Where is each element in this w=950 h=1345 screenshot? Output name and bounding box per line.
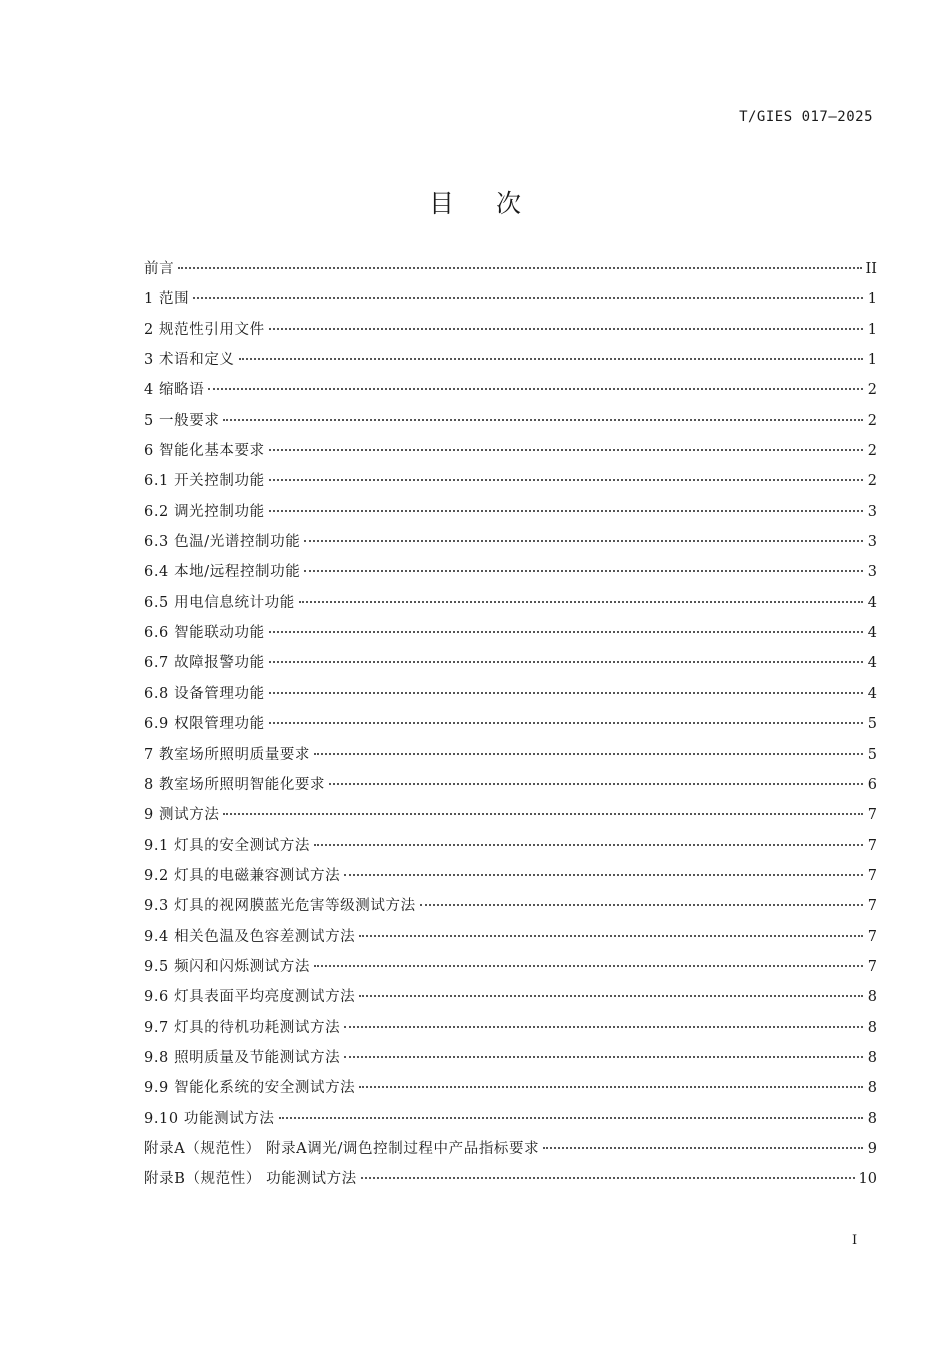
toc-entry-label: 4 缩略语 [144,382,205,399]
toc-entry-page: 2 [867,382,877,399]
toc-leader-dots [359,935,863,937]
toc-entry-page: 7 [867,928,877,945]
toc-leader-dots [178,267,861,269]
toc-leader-dots [314,965,863,967]
toc-entry[interactable] [144,1013,877,1043]
toc-entry[interactable] [144,982,877,1012]
toc-entry-label: 8 教室场所照明智能化要求 [144,776,326,793]
toc-entry[interactable] [144,466,877,496]
toc-entry-page: 1 [867,321,877,338]
toc-entry-label: 9.7 灯具的待机功耗测试方法 [144,1019,341,1036]
toc-entry-page: II [865,261,877,277]
toc-leader-dots [269,479,863,481]
toc-entry-label: 6.1 开关控制功能 [144,473,265,490]
toc-entry-page: 2 [867,412,877,429]
toc-leader-dots [420,904,863,906]
toc-entry[interactable] [144,952,877,982]
toc-leader-dots [269,722,863,724]
toc-entry-label: 9.8 照明质量及节能测试方法 [144,1049,341,1066]
toc-leader-dots [269,661,863,663]
toc-entry-page: 4 [867,594,877,611]
toc-entry-label: 6.2 调光控制功能 [144,503,265,520]
toc-entry-page: 6 [867,776,877,793]
toc-leader-dots [193,297,863,299]
toc-entry-label: 9.9 智能化系统的安全测试方法 [144,1080,356,1097]
toc-entry[interactable] [144,527,877,557]
toc-entry[interactable] [144,375,877,405]
table-of-contents [144,254,877,1195]
toc-entry-label: 6.3 色温/光谱控制功能 [144,534,301,551]
toc-entry-page: 8 [867,1019,877,1036]
toc-leader-dots [269,510,863,512]
toc-entry-page: 7 [867,867,877,884]
document-code: T/GIES 017—2025 [739,109,873,125]
toc-entry[interactable] [144,618,877,648]
toc-entry-page: 2 [867,443,877,460]
toc-leader-dots [359,1086,863,1088]
toc-leader-dots [239,358,863,360]
toc-entry[interactable] [144,709,877,739]
toc-leader-dots [543,1147,863,1149]
toc-entry-label: 6.5 用电信息统计功能 [144,594,295,611]
toc-entry-page: 1 [867,352,877,369]
toc-leader-dots [359,995,863,997]
toc-entry[interactable] [144,1073,877,1103]
toc-entry-label: 9.6 灯具表面平均亮度测试方法 [144,989,356,1006]
toc-leader-dots [269,449,863,451]
page-title: 目次 [428,189,563,218]
toc-entry-label: 9.3 灯具的视网膜蓝光危害等级测试方法 [144,898,416,915]
toc-leader-dots [269,631,863,633]
toc-leader-dots [361,1177,855,1179]
toc-entry[interactable] [144,315,877,345]
toc-entry[interactable] [144,1134,877,1164]
toc-entry[interactable] [144,800,877,830]
toc-entry[interactable] [144,588,877,618]
toc-entry-page: 3 [867,534,877,551]
toc-entry-page: 4 [867,625,877,642]
toc-entry-label: 9.10 功能测试方法 [144,1110,275,1127]
toc-entry-label: 6.8 设备管理功能 [144,685,265,702]
toc-entry[interactable] [144,1164,877,1194]
toc-entry[interactable] [144,648,877,678]
toc-leader-dots [304,540,863,542]
toc-entry-label: 3 术语和定义 [144,352,235,369]
toc-leader-dots [329,783,863,785]
toc-leader-dots [344,874,863,876]
toc-entry-page: 7 [867,837,877,854]
toc-leader-dots [344,1056,863,1058]
toc-entry-label: 6.6 智能联动功能 [144,625,265,642]
toc-entry-label: 9.4 相关色温及色容差测试方法 [144,928,356,945]
toc-entry[interactable] [144,679,877,709]
toc-entry-page: 3 [867,564,877,581]
toc-entry-page: 8 [867,1110,877,1127]
toc-entry-label: 6.7 故障报警功能 [144,655,265,672]
toc-entry-label: 6.9 权限管理功能 [144,716,265,733]
toc-entry-label: 附录A（规范性） 附录A调光/调色控制过程中产品指标要求 [144,1140,540,1157]
toc-entry-page: 4 [867,685,877,702]
toc-entry[interactable] [144,254,877,284]
toc-entry-page: 10 [858,1171,877,1188]
toc-entry[interactable] [144,497,877,527]
toc-entry-label: 5 一般要求 [144,412,220,429]
toc-entry-page: 5 [867,746,877,763]
toc-entry-label: 7 教室场所照明质量要求 [144,746,311,763]
toc-leader-dots [304,570,863,572]
toc-entry[interactable] [144,740,877,770]
toc-entry[interactable] [144,831,877,861]
toc-entry-page: 8 [867,989,877,1006]
toc-entry[interactable] [144,345,877,375]
toc-entry-page: 4 [867,655,877,672]
toc-leader-dots [223,419,863,421]
toc-entry[interactable] [144,436,877,466]
toc-entry-page: 9 [867,1140,877,1157]
toc-entry-page: 5 [867,716,877,733]
toc-leader-dots [314,753,863,755]
page-number: I [852,1233,858,1248]
toc-leader-dots [279,1117,864,1119]
toc-entry[interactable] [144,861,877,891]
toc-entry-page: 1 [867,291,877,308]
toc-entry-label: 6.4 本地/远程控制功能 [144,564,301,581]
toc-leader-dots [269,692,863,694]
toc-entry[interactable] [144,406,877,436]
toc-entry-page: 8 [867,1080,877,1097]
toc-entry-label: 9.2 灯具的电磁兼容测试方法 [144,867,341,884]
toc-entry-page: 7 [867,958,877,975]
toc-entry[interactable] [144,284,877,314]
toc-entry-label: 9 测试方法 [144,807,220,824]
toc-entry-label: 9.5 频闪和闪烁测试方法 [144,958,310,975]
toc-entry-label: 9.1 灯具的安全测试方法 [144,837,310,854]
toc-leader-dots [299,601,863,603]
toc-entry-page: 8 [867,1049,877,1066]
toc-entry-page: 7 [867,898,877,915]
toc-entry[interactable] [144,1104,877,1134]
toc-entry-label: 附录B（规范性） 功能测试方法 [144,1171,357,1188]
toc-entry-page: 3 [867,503,877,520]
toc-entry-label: 1 范围 [144,291,190,308]
toc-entry-label: 6 智能化基本要求 [144,443,265,460]
toc-entry-page: 2 [867,473,877,490]
toc-entry[interactable] [144,557,877,587]
toc-leader-dots [269,328,863,330]
toc-entry[interactable] [144,1043,877,1073]
toc-leader-dots [223,813,863,815]
toc-entry[interactable] [144,891,877,921]
toc-leader-dots [314,844,863,846]
toc-entry-page: 7 [867,807,877,824]
toc-entry-label: 前言 [144,261,175,277]
toc-leader-dots [344,1026,863,1028]
toc-entry[interactable] [144,922,877,952]
toc-entry-label: 2 规范性引用文件 [144,321,265,338]
toc-leader-dots [208,388,863,390]
toc-entry[interactable] [144,770,877,800]
